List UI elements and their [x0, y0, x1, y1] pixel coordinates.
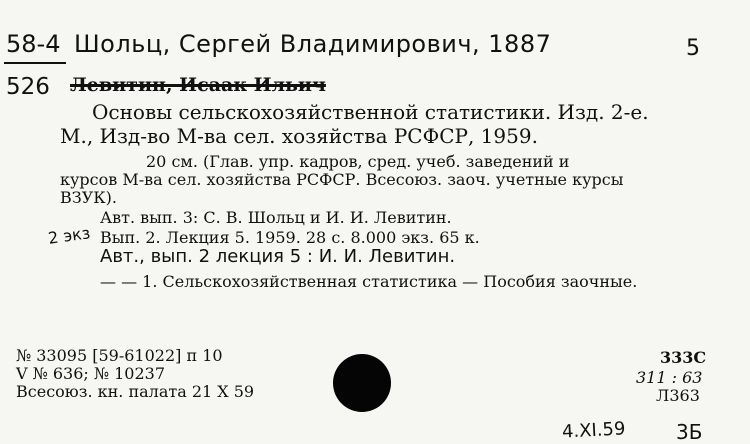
v-line: V № 636; № 10237 — [16, 364, 166, 383]
class-1: 333С — [660, 348, 707, 367]
margin-note: 2 экз — [46, 223, 92, 248]
call-number: 58-4 — [6, 30, 61, 58]
title-line-1: Основы сельскохозяйственной статистики. Изд. 2-е. — [92, 100, 649, 124]
chamber-line: Всесоюз. кн. палата 21 X 59 — [16, 382, 255, 401]
desc-line-1: 20 см. (Глав. упр. кадров, сред. учеб. заведений и — [146, 152, 570, 171]
call-number-2: 526 — [6, 74, 50, 100]
title-line-2: М., Изд-во М-ва сел. хозяйства РСФСР, 1959. — [60, 124, 538, 148]
subject-line: — — 1. Сельскохозяйственная статистика — Пособия заочные. — [100, 272, 638, 291]
copy-count: 5 — [686, 36, 700, 61]
date-handwritten: 4.XI.59 — [561, 418, 626, 443]
call-number-underline — [4, 62, 66, 64]
authors-line: Авт. вып. 3: С. В. Шольц и И. И. Левитин. — [100, 208, 452, 227]
punch-hole — [333, 354, 391, 412]
author-handwritten: Шольц, Сергей Владимирович, 1887 — [74, 30, 552, 58]
desc-line-2: курсов М-ва сел. хозяйства РСФСР. Всесоюз. заоч. учетные курсы — [60, 170, 624, 189]
class-3: Л363 — [656, 386, 700, 405]
struck-author: Левитин, Исаак Ильич — [70, 74, 326, 96]
class-2: 311 : 63 — [636, 368, 703, 387]
issue-line: Вып. 2. Лекция 5. 1959. 28 с. 8.000 экз. 65 к. — [100, 228, 480, 247]
handwritten-correction: Авт., вып. 2 лекция 5 : И. И. Левитин. — [100, 246, 456, 267]
desc-line-3: ВЗУК). — [60, 188, 117, 207]
number-handwritten: 3Б — [676, 420, 703, 444]
order-line: № 33095 [59-61022] п 10 — [16, 346, 223, 365]
